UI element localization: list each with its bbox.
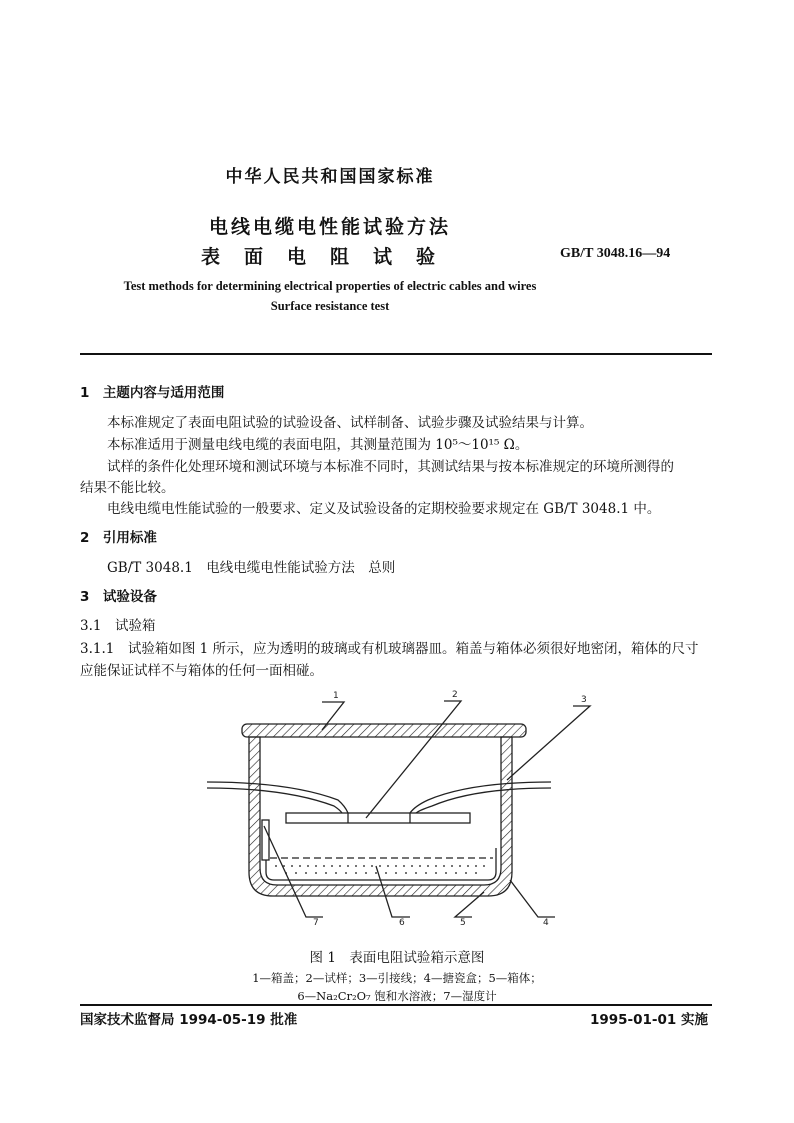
figure-legend-line2: 6—Na₂Cr₂O₇ 饱和水溶液；7—湿度计 (297, 989, 497, 1003)
subsection-3-1-1-line2: 应能保证试样不与箱体的任何一面相碰。 (80, 663, 323, 679)
footer-divider (80, 1004, 712, 1006)
figure-legend-line1: 1—箱盖；2—试样；3—引接线；4—搪瓷盒；5—箱体； (252, 971, 542, 985)
figure-label-6: 6 (399, 918, 405, 928)
approval-date: 国家技术监督局 1994-05-19 批准 (80, 1012, 298, 1028)
subsection-3-1-1-line1: 3.1.1 试验箱如图 1 所示，应为透明的玻璃或有机玻璃器皿。箱盖与箱体必须很好地密闭，箱体的尺寸 (80, 641, 699, 657)
figure-label-4: 4 (543, 918, 549, 928)
section-1-heading: 1 主题内容与适用范围 (80, 385, 225, 401)
section-1-para-2: 本标准适用于测量电线电缆的表面电阻，其测量范围为 10⁵～10¹⁵ Ω。 (107, 437, 529, 453)
title-en-line1: Test methods for determining electrical properties of electric cables and wires (123, 279, 537, 293)
section-1-para-4: 电线电缆电性能试验的一般要求、定义及试验设备的定期校验要求规定在 GB/T 3048.1 中。 (107, 501, 661, 517)
chamber-lid (242, 724, 526, 737)
figure-label-5: 5 (460, 918, 466, 928)
lead-wire-right (410, 782, 551, 813)
enamel-tray (266, 848, 496, 880)
specimen (286, 813, 470, 823)
figure-label-7: 7 (313, 918, 319, 928)
normative-reference: GB/T 3048.1 电线电缆电性能试验方法 总则 (107, 560, 396, 576)
figure-caption: 图 1 表面电阻试验箱示意图 (309, 950, 485, 966)
section-1-para-3a: 试样的条件化处理环境和测试环境与本标准不同时，其测试结果与按本标准规定的环境所测得的 (107, 459, 674, 475)
issuing-nation: 中华人民共和国国家标准 (225, 167, 435, 187)
section-2-heading: 2 引用标准 (80, 530, 157, 546)
effective-date: 1995-01-01 实施 (589, 1012, 708, 1028)
title-en-line2: Surface resistance test (270, 299, 390, 313)
subsection-3-1: 3.1 试验箱 (80, 618, 156, 634)
figure-label-3: 3 (581, 695, 587, 705)
section-1-para-1: 本标准规定了表面电阻试验的试验设备、试样制备、试验步骤及试验结果与计算。 (107, 415, 593, 431)
section-1-para-3b: 结果不能比较。 (80, 480, 175, 496)
lead-wire-left (207, 782, 348, 813)
standard-number: GB/T 3048.16—94 (560, 246, 671, 261)
figure-label-1: 1 (333, 691, 339, 701)
section-3-heading: 3 试验设备 (80, 589, 157, 605)
hygrometer (262, 820, 269, 860)
figure-label-2: 2 (452, 690, 458, 700)
title-cn-line1: 电线电缆电性能试验方法 (208, 216, 451, 238)
title-cn-line2: 表面电阻试验 (200, 246, 459, 268)
